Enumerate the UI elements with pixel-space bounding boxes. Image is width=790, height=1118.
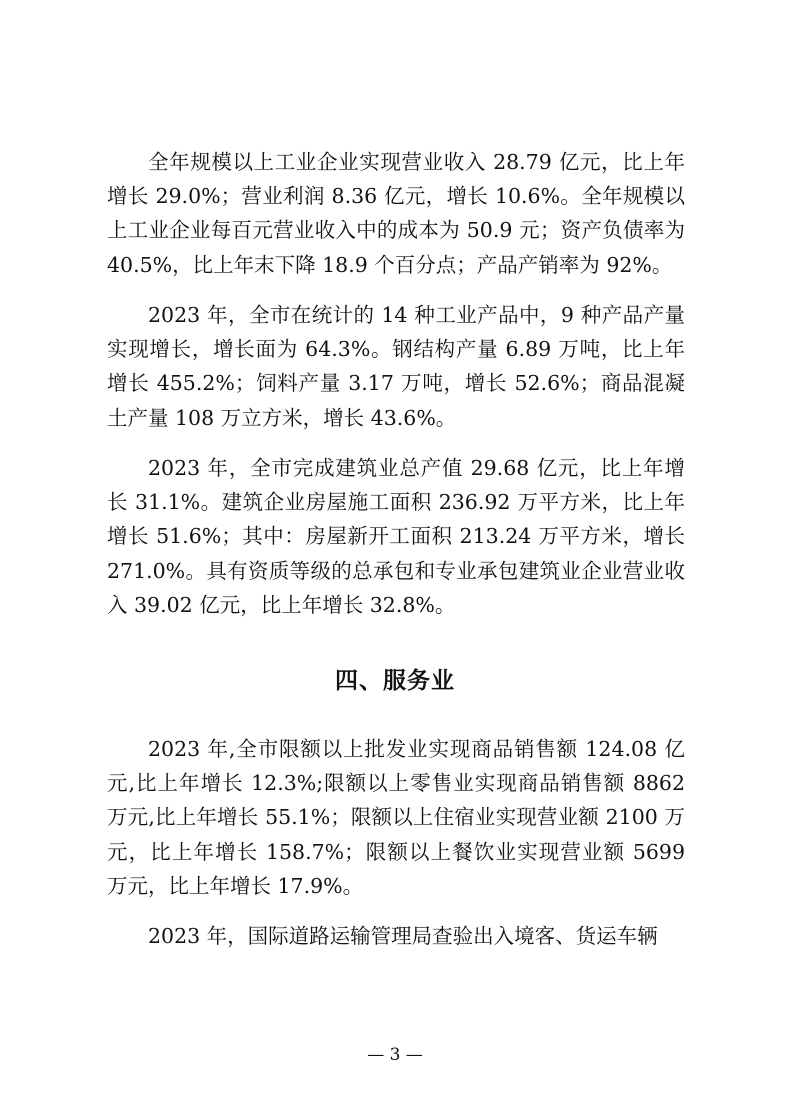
page-number: — 3 — (367, 1045, 423, 1065)
paragraph-industry-revenue: 全年规模以上工业企业实现营业收入 28.79 亿元，比上年增长 29.0%；营业利润 8.36 亿元，增长 10.6%。全年规模以上工业企业每百元营业收入中的成本为 50.9 元；资产负债率为 40.5%，比上年末下降 18.9 个百分点；产品产销率为 92%。 (107, 150, 685, 277)
paragraph-retail-sales: 2023 年,全市限额以上批发业实现商品销售额 124.08 亿元,比上年增长 12.3%;限额以上零售业实现商品销售额 8862 万元,比上年增长 55.1%；限额以上住宿业实现营业额 2100 万元，比上年增长 158.7%；限额以上餐饮业实现营业额 5699 万元，比上年增长 17.9%。 (107, 737, 685, 898)
paragraph-construction: 2023 年，全市完成建筑业总产值 29.68 亿元，比上年增长 31.1%。建筑企业房屋施工面积 236.92 万平方米，比上年增长 51.6%；其中：房屋新开工面积 213.24 万平方米，增长 271.0%。具有资质等级的总承包和专业承包建筑业企业营业收入 39.02 亿元，比上年增长 32.8%。 (107, 456, 685, 617)
paragraph-road-transport: 2023 年，国际道路运输管理局查验出入境客、货运车辆 (148, 924, 658, 948)
section-heading: 四、服务业 (335, 668, 455, 694)
paragraph-industrial-products: 2023 年，全市在统计的 14 种工业产品中，9 种产品产量实现增长，增长面为 64.3%。钢结构产量 6.89 万吨，比上年增长 455.2%；饲料产量 3.17 万吨，增长 52.6%；商品混凝土产量 108 万立方米，增长 43.6%。 (107, 303, 685, 430)
